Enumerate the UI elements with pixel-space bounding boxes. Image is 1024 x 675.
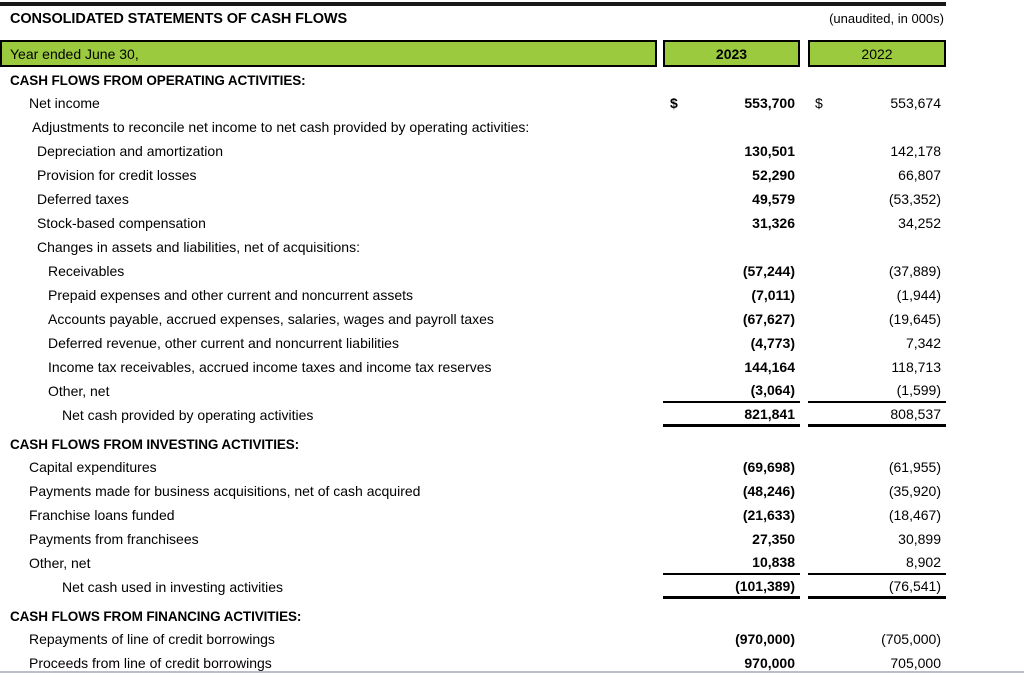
row-label: Provision for credit losses (37, 167, 197, 183)
value-2022: (705,000) (881, 631, 941, 647)
value-2022: 34,252 (898, 215, 941, 231)
row-label: Capital expenditures (29, 459, 157, 475)
row-label: Changes in assets and liabilities, net of acquisitions: (37, 239, 360, 255)
value-2022: 142,178 (890, 143, 941, 159)
section-heading-operating: CASH FLOWS FROM OPERATING ACTIVITIES: (10, 72, 306, 88)
value-2023 (663, 235, 800, 259)
table-row (0, 307, 946, 331)
table-row (0, 575, 946, 599)
row-label: Other, net (48, 383, 110, 399)
statement-header (0, 11, 946, 27)
table-row (0, 163, 946, 187)
row-label: Payments from franchisees (29, 531, 199, 547)
value-2022: 7,342 (905, 335, 941, 351)
row-label: Income tax receivables, accrued income taxes and income tax reserves (48, 359, 492, 375)
value-2023: 144,164 (744, 359, 795, 375)
table-row (0, 211, 946, 235)
table-row (0, 627, 946, 651)
row-label: Receivables (48, 263, 125, 279)
row-label: Adjustments to reconcile net income to net cash provided by operating activities: (32, 119, 530, 135)
value-2022: (1,599) (808, 379, 946, 403)
value-2023: (21,633) (742, 507, 795, 523)
period-header: Year ended June 30, (0, 40, 657, 67)
row-label: Other, net (29, 555, 91, 571)
row-label: Franchise loans funded (29, 507, 175, 523)
amount-2022: 553,674 (890, 95, 941, 111)
value-2023: (970,000) (735, 631, 795, 647)
value-2022: (19,645) (888, 311, 941, 327)
value-2022: 118,713 (891, 359, 941, 375)
row-label: Prepaid expenses and other current and noncurrent assets (48, 287, 414, 303)
value-2022 (808, 235, 946, 259)
table-row (0, 355, 946, 379)
table-row (0, 503, 946, 527)
value-2023: (3,064) (663, 379, 800, 403)
value-2023: 27,350 (752, 531, 795, 547)
table-row (0, 455, 946, 479)
column-header-row (0, 40, 946, 67)
value-2023: (57,244) (742, 263, 795, 279)
value-2022: 705,000 (890, 655, 941, 671)
value-2023: 130,501 (744, 143, 795, 159)
value-2023: (7,011) (751, 287, 795, 303)
amount-2023: 553,700 (744, 95, 795, 111)
row-label: Deferred taxes (37, 191, 129, 207)
value-2022: 808,537 (808, 403, 946, 427)
value-2022: 30,899 (898, 531, 941, 547)
table-row (0, 403, 946, 427)
bottom-edge-rule (0, 671, 1024, 673)
value-2023: 49,579 (752, 191, 795, 207)
value-2023 (663, 115, 800, 139)
value-2022: (53,352) (888, 191, 941, 207)
value-2023 (663, 91, 800, 115)
value-2023: 821,841 (663, 403, 800, 427)
value-2022: (61,955) (888, 459, 941, 475)
value-2022: 66,807 (898, 167, 941, 183)
table-row (0, 479, 946, 503)
value-2023: 31,326 (752, 215, 795, 231)
year-2022-header: 2022 (808, 40, 946, 67)
row-label: Net cash provided by operating activities (62, 407, 314, 423)
table-row (0, 91, 946, 115)
value-2022: (76,541) (808, 575, 946, 599)
table-row (0, 331, 946, 355)
row-label: Net income (29, 95, 100, 111)
row-label: Proceeds from line of credit borrowings (29, 655, 272, 671)
currency-symbol: $ (670, 95, 678, 111)
row-label: Repayments of line of credit borrowings (29, 631, 275, 647)
value-2022: (35,920) (888, 483, 941, 499)
value-2022 (808, 115, 946, 139)
section-heading-investing: CASH FLOWS FROM INVESTING ACTIVITIES: (10, 436, 300, 452)
statement-body (0, 67, 946, 675)
value-2022: (1,944) (896, 287, 941, 303)
year-2023-header: 2023 (663, 40, 800, 67)
value-2023: (4,773) (750, 335, 795, 351)
section-heading-financing: CASH FLOWS FROM FINANCING ACTIVITIES: (10, 608, 302, 624)
value-2023: 52,290 (752, 167, 795, 183)
value-2023: (67,627) (742, 311, 795, 327)
row-label: Stock-based compensation (37, 215, 206, 231)
value-2022: (37,889) (888, 263, 941, 279)
value-2022: 8,902 (808, 551, 946, 575)
table-row (0, 235, 946, 259)
row-label: Deferred revenue, other current and noncurrent liabilities (48, 335, 399, 351)
value-2023: (69,698) (742, 459, 795, 475)
row-label: Payments made for business acquisitions, net of cash acquired (29, 483, 421, 499)
table-row (0, 551, 946, 575)
row-label: Net cash used in investing activities (62, 579, 283, 595)
value-2023: 10,838 (663, 551, 800, 575)
value-2022 (808, 91, 946, 115)
table-row (0, 187, 946, 211)
table-row (0, 283, 946, 307)
table-row (0, 139, 946, 163)
header-spacer (800, 40, 808, 67)
value-2023: (48,246) (742, 483, 795, 499)
value-2022: (18,467) (888, 507, 941, 523)
table-row (0, 259, 946, 283)
row-label: Accounts payable, accrued expenses, salaries, wages and payroll taxes (48, 311, 494, 327)
row-label: Depreciation and amortization (37, 143, 223, 159)
currency-symbol: $ (815, 95, 823, 111)
table-row (0, 115, 946, 139)
statement-title: CONSOLIDATED STATEMENTS OF CASH FLOWS (10, 11, 348, 27)
table-row (0, 527, 946, 551)
table-row (0, 379, 946, 403)
unaudited-note: (unaudited, in 000s) (829, 11, 944, 26)
top-rule (0, 2, 946, 6)
value-2023: (101,389) (663, 575, 800, 599)
value-2023: 970,000 (744, 655, 795, 671)
